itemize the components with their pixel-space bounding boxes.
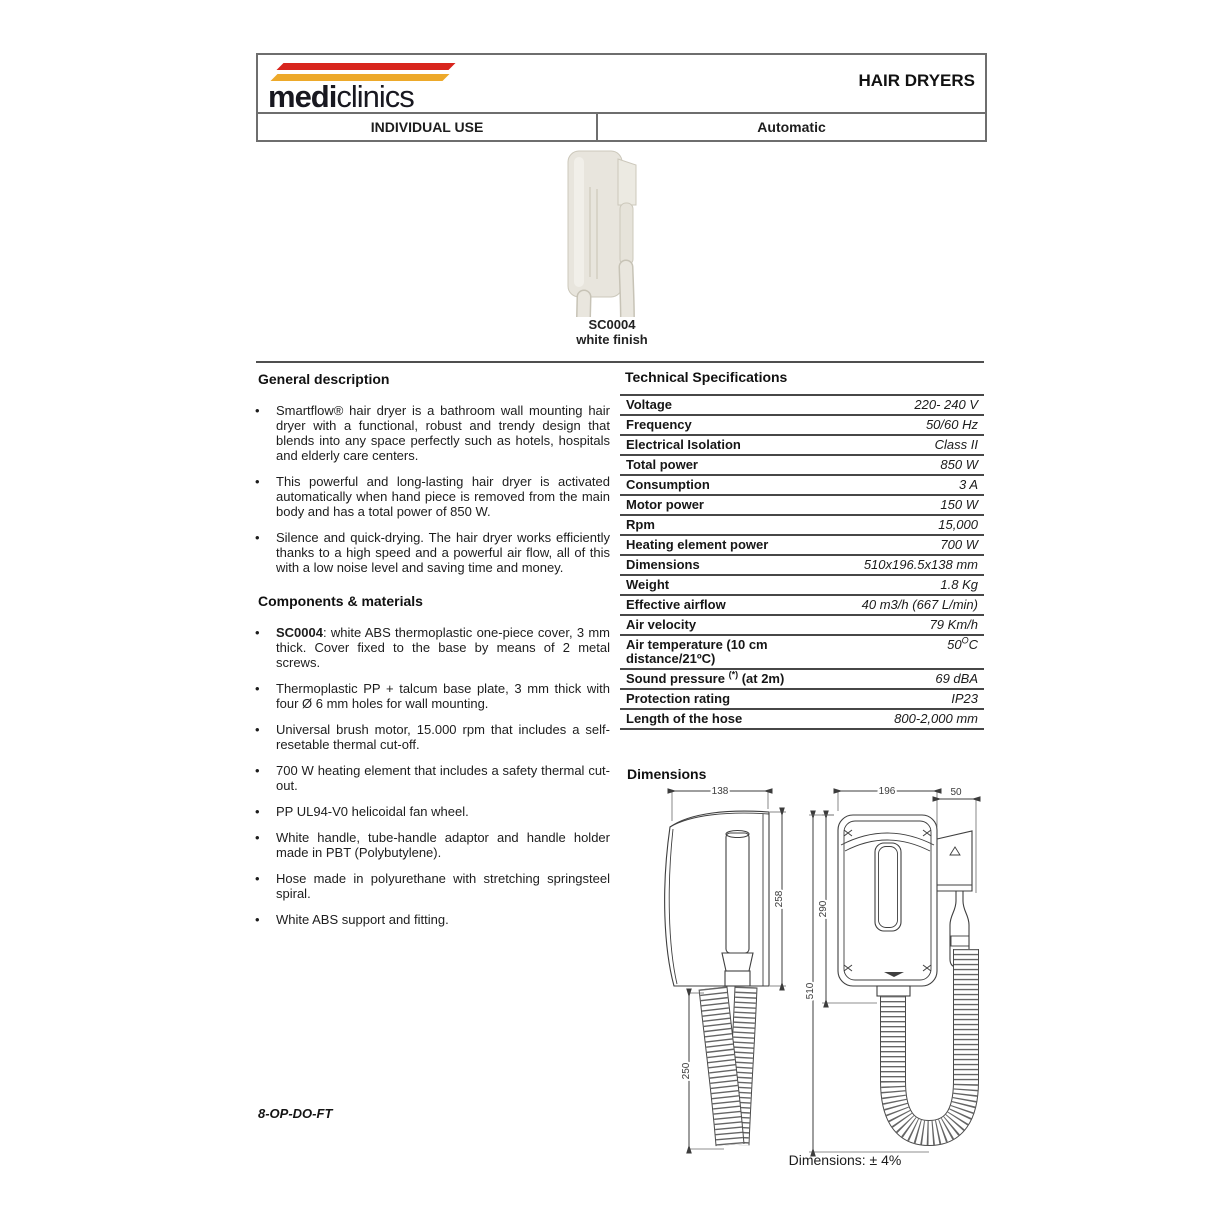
specs-title: Technical Specifications <box>625 369 788 385</box>
bullet-text: PP UL94-V0 helicoidal fan wheel. <box>276 804 469 819</box>
spec-label: Length of the hose <box>626 711 743 726</box>
spec-value: Class II <box>934 437 978 452</box>
logo-stripe-red-icon <box>277 63 456 70</box>
brand-name-light: clinics <box>336 79 414 114</box>
bullet-text: Silence and quick-drying. The hair dryer works efficiently thanks to a high speed and a powerful air flow, all of this with a low noise level and saving time and money. <box>276 530 610 575</box>
list-item <box>254 763 610 793</box>
spec-label-sup: (*) <box>728 669 739 680</box>
spec-row <box>620 690 984 710</box>
list-item <box>254 403 610 463</box>
dim-side-width: 138 <box>711 786 729 797</box>
brand-logo <box>264 58 474 114</box>
dim-front-body-height: 290 <box>818 900 829 918</box>
spec-value: 50/60 Hz <box>925 417 978 432</box>
section-divider <box>256 361 984 363</box>
spec-row <box>620 496 984 516</box>
dimensions-title: Dimensions <box>627 766 707 782</box>
list-item <box>254 681 610 711</box>
list-item <box>254 530 610 575</box>
spec-label: Sound pressure (*) (at 2m) <box>626 669 785 686</box>
spec-label: Heating element power <box>626 537 769 552</box>
document-header <box>256 53 987 142</box>
components-title: Components & materials <box>258 593 423 609</box>
document-category: HAIR DRYERS <box>858 71 975 90</box>
spec-label: Protection rating <box>626 691 731 706</box>
spec-label: Air temperature (10 cm distance/21ºC) <box>626 637 768 666</box>
spec-value: 850 W <box>940 457 978 472</box>
spec-value: 220- 240 V <box>914 397 978 412</box>
specs-table-body <box>620 394 984 730</box>
bullet-icon: • <box>255 403 260 418</box>
spec-label: Total power <box>626 457 698 472</box>
list-item <box>254 912 610 927</box>
spec-row <box>620 556 984 576</box>
spec-row <box>620 436 984 456</box>
operation-type-cell: Automatic <box>757 119 826 135</box>
dimensions-tolerance-note: Dimensions: ± 4% <box>788 1152 902 1168</box>
bullet-icon: • <box>255 625 260 640</box>
spec-label: Rpm <box>626 517 655 532</box>
spec-value: 69 dBA <box>935 671 978 686</box>
spec-value: 800-2,000 mm <box>894 711 978 726</box>
bullet-text: Universal brush motor, 15.000 rpm that includes a self-resetable thermal cut-off. <box>276 722 610 752</box>
list-item <box>254 474 610 519</box>
spec-value: 79 Km/h <box>929 617 978 632</box>
spec-row <box>620 670 984 690</box>
spec-value: 3 A <box>958 477 978 492</box>
dim-side-height: 258 <box>774 890 785 908</box>
spec-row <box>620 416 984 436</box>
bullet-text: White ABS support and fitting. <box>276 912 449 927</box>
bullet-text: White handle, tube-handle adaptor and handle holder made in PBT (Polybutylene). <box>276 830 610 860</box>
spec-label: Dimensions <box>626 557 700 572</box>
side-view-drawing <box>665 811 769 986</box>
list-item <box>254 830 610 860</box>
description-column <box>254 371 610 938</box>
spec-label: Air velocity <box>626 617 697 632</box>
spec-label: Frequency <box>626 417 692 432</box>
dim-front-width: 196 <box>878 786 896 797</box>
spec-row <box>620 396 984 416</box>
spec-value: 150 W <box>940 497 978 512</box>
bullet-icon: • <box>255 530 260 545</box>
spec-label: Voltage <box>626 397 672 412</box>
spec-value: 15,000 <box>938 517 978 532</box>
spec-value: 1.8 Kg <box>940 577 978 592</box>
description-list <box>254 403 610 575</box>
spec-value: 40 m3/h (667 L/min) <box>861 597 978 612</box>
spec-value: 510x196.5x138 mm <box>863 557 978 572</box>
dim-front-total-height: 510 <box>805 982 816 1000</box>
bullet-icon: • <box>255 474 260 489</box>
front-view-drawing <box>838 815 972 996</box>
spec-label: Effective airflow <box>626 597 726 612</box>
spec-value: 700 W <box>940 537 978 552</box>
list-item <box>254 871 610 901</box>
bullet-text: Hose made in polyurethane with stretching springsteel spiral. <box>276 871 610 901</box>
figure-model-caption: SC0004 <box>588 317 636 332</box>
spec-row <box>620 616 984 636</box>
spec-label: Motor power <box>626 497 704 512</box>
components-list <box>254 625 610 927</box>
front-view-hose <box>893 949 966 1133</box>
spec-row <box>620 576 984 596</box>
spec-row <box>620 636 984 670</box>
product-body-highlight <box>574 157 584 287</box>
spec-label: Weight <box>626 577 670 592</box>
spec-row <box>620 710 984 730</box>
spec-label: Consumption <box>626 477 710 492</box>
dim-front-handle: 50 <box>950 787 962 798</box>
document-code: 8-OP-DO-FT <box>258 1106 333 1121</box>
bullet-icon: • <box>255 830 260 845</box>
spec-row <box>620 516 984 536</box>
header-brand-row <box>258 55 985 114</box>
component-code: SC0004 <box>276 625 323 640</box>
handle-holder <box>618 159 636 205</box>
bullet-icon: • <box>255 722 260 737</box>
spec-row <box>620 536 984 556</box>
bullet-icon: • <box>255 912 260 927</box>
handle <box>620 203 633 265</box>
list-item <box>254 804 610 819</box>
bullet-icon: • <box>255 763 260 778</box>
side-view-hose <box>713 987 746 1145</box>
bullet-icon: • <box>255 681 260 696</box>
spec-row <box>620 456 984 476</box>
spec-row <box>620 476 984 496</box>
spec-row <box>620 596 984 616</box>
bullet-text: This powerful and long-lasting hair dryer is activated automatically when hand piece is removed from the main body and has a total power of 850 W. <box>276 474 610 519</box>
bullet-text: 700 W heating element that includes a safety thermal cut-out. <box>276 763 610 793</box>
figure-finish-caption: white finish <box>576 332 648 347</box>
bullet-text: Thermoplastic PP + talcum base plate, 3 mm thick with four Ø 6 mm holes for wall mounting. <box>276 681 610 711</box>
usage-type-cell: INDIVIDUAL USE <box>258 114 598 140</box>
bullet-icon: • <box>255 871 260 886</box>
header-subtitle-row <box>258 114 985 140</box>
spec-value: IP23 <box>951 691 978 706</box>
bullet-text: SC0004: white ABS thermoplastic one-piece cover, 3 mm thick. Cover fixed to the base by means of 2 metal screws. <box>276 625 610 670</box>
list-item <box>254 722 610 752</box>
bullet-text: Smartflow® hair dryer is a bathroom wall mounting hair dryer with a functional, robust and trendy design that blends into any space perfectly such as hotels, hospitals and elderly care centers. <box>276 403 610 463</box>
brand-name <box>268 79 414 114</box>
specs-column <box>620 369 984 730</box>
dimension-drawings <box>646 781 994 1161</box>
spec-label: Electrical Isolation <box>626 437 741 452</box>
general-description-title: General description <box>258 371 390 387</box>
list-item <box>254 625 610 670</box>
spec-value: $50^OC$ <box>947 635 978 652</box>
dim-side-hose: 250 <box>681 1062 692 1080</box>
spec-value-sup: O <box>961 635 969 646</box>
bullet-icon: • <box>255 804 260 819</box>
product-photo <box>550 147 680 317</box>
brand-name-bold: medi <box>268 79 337 114</box>
